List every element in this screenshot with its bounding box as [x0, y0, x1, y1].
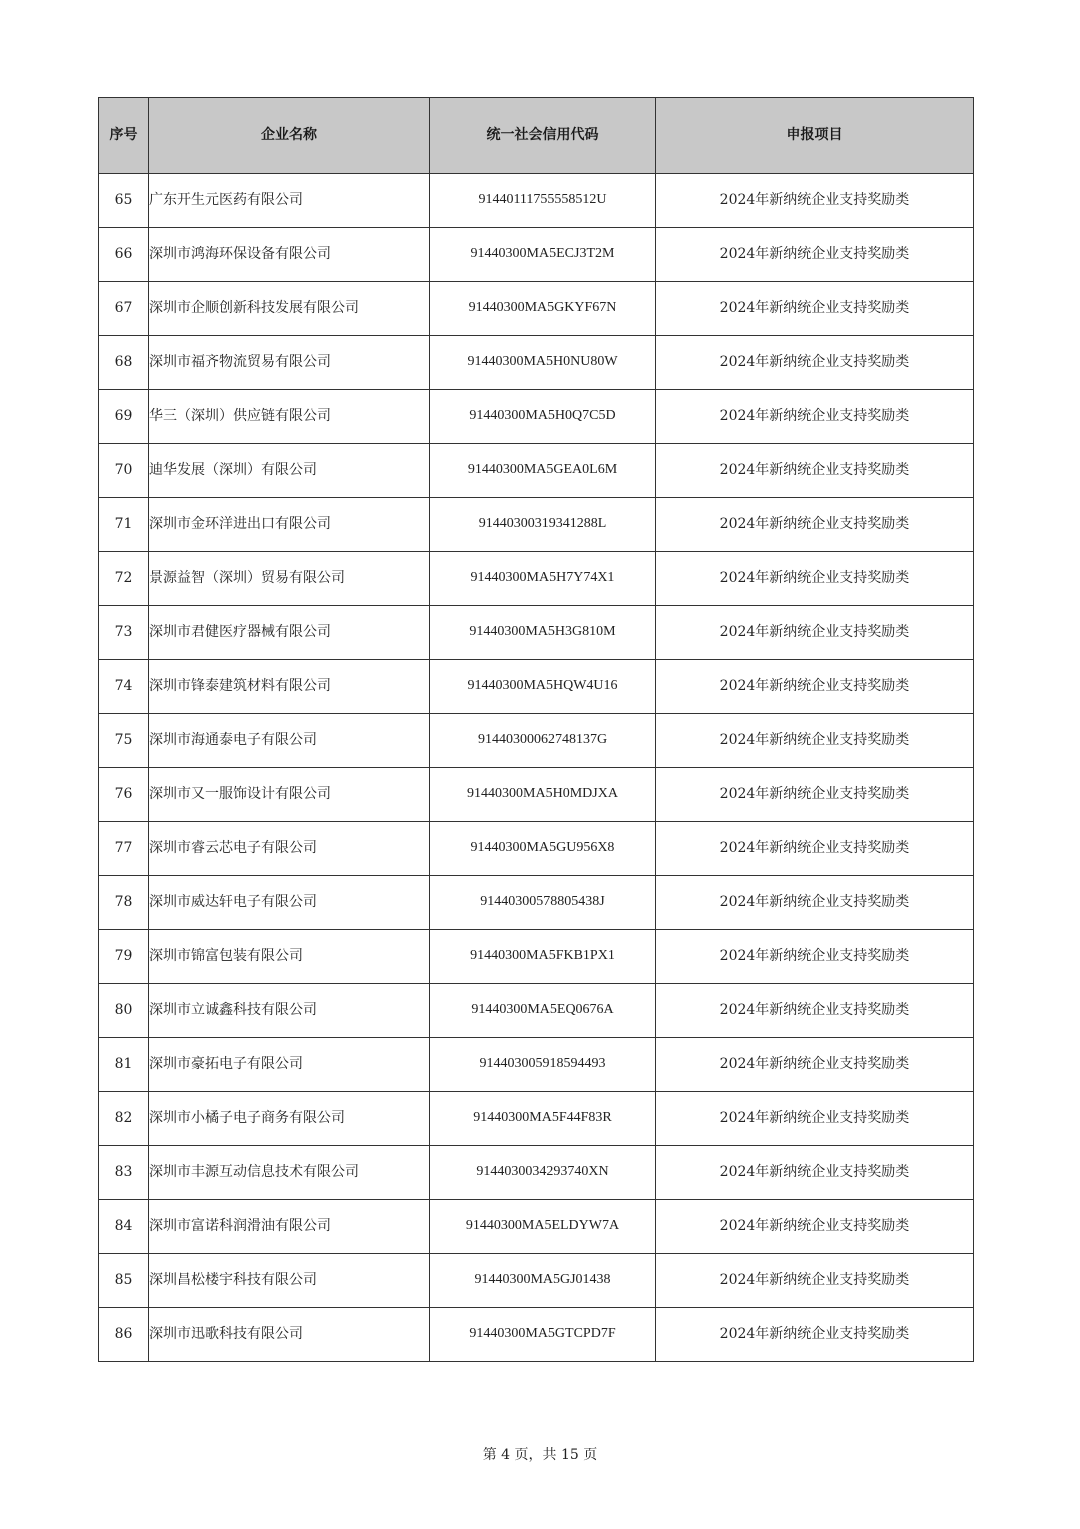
cell-company-name: 广东开生元医药有限公司	[149, 174, 430, 228]
cell-seq: 66	[99, 228, 149, 282]
table-row	[99, 390, 974, 444]
cell-application-item: 2024年新纳统企业支持奖励类	[656, 660, 974, 714]
cell-credit-code: 91440300MA5H0MDJXA	[430, 768, 656, 822]
cell-company-name: 深圳市锋泰建筑材料有限公司	[149, 660, 430, 714]
cell-company-name: 深圳市丰源互动信息技术有限公司	[149, 1146, 430, 1200]
cell-credit-code: 91440300MA5H7Y74X1	[430, 552, 656, 606]
cell-seq: 67	[99, 282, 149, 336]
table-row	[99, 984, 974, 1038]
table-row	[99, 1146, 974, 1200]
cell-application-item: 2024年新纳统企业支持奖励类	[656, 1254, 974, 1308]
cell-application-item: 2024年新纳统企业支持奖励类	[656, 1092, 974, 1146]
cell-company-name: 景源益智（深圳）贸易有限公司	[149, 552, 430, 606]
cell-company-name: 深圳市福齐物流贸易有限公司	[149, 336, 430, 390]
cell-credit-code: 91440300MA5H3G810M	[430, 606, 656, 660]
cell-credit-code: 91440300MA5H0NU80W	[430, 336, 656, 390]
cell-company-name: 深圳市睿云芯电子有限公司	[149, 822, 430, 876]
cell-seq: 68	[99, 336, 149, 390]
cell-credit-code: 91440300MA5GKYF67N	[430, 282, 656, 336]
table-row	[99, 876, 974, 930]
cell-company-name: 深圳市立诚鑫科技有限公司	[149, 984, 430, 1038]
cell-credit-code: 91440300319341288L	[430, 498, 656, 552]
table-header-row	[99, 98, 974, 174]
table-row	[99, 822, 974, 876]
table-row	[99, 336, 974, 390]
cell-seq: 72	[99, 552, 149, 606]
cell-application-item: 2024年新纳统企业支持奖励类	[656, 282, 974, 336]
cell-seq: 85	[99, 1254, 149, 1308]
table-row	[99, 768, 974, 822]
header-seq: 序号	[99, 98, 149, 174]
cell-credit-code: 91440300062748137G	[430, 714, 656, 768]
cell-company-name: 华三（深圳）供应链有限公司	[149, 390, 430, 444]
cell-application-item: 2024年新纳统企业支持奖励类	[656, 498, 974, 552]
cell-credit-code: 91440300MA5ELDYW7A	[430, 1200, 656, 1254]
cell-application-item: 2024年新纳统企业支持奖励类	[656, 1038, 974, 1092]
cell-application-item: 2024年新纳统企业支持奖励类	[656, 228, 974, 282]
cell-application-item: 2024年新纳统企业支持奖励类	[656, 930, 974, 984]
table-row	[99, 282, 974, 336]
page-number: 第 4 页，共 15 页	[482, 1447, 598, 1463]
cell-credit-code: 91440300MA5HQW4U16	[430, 660, 656, 714]
cell-application-item: 2024年新纳统企业支持奖励类	[656, 1200, 974, 1254]
header-code: 统一社会信用代码	[430, 98, 656, 174]
cell-company-name: 深圳市金环洋进出口有限公司	[149, 498, 430, 552]
table-row	[99, 930, 974, 984]
table-row	[99, 228, 974, 282]
cell-seq: 82	[99, 1092, 149, 1146]
cell-seq: 81	[99, 1038, 149, 1092]
cell-application-item: 2024年新纳统企业支持奖励类	[656, 768, 974, 822]
cell-seq: 78	[99, 876, 149, 930]
cell-seq: 75	[99, 714, 149, 768]
cell-application-item: 2024年新纳统企业支持奖励类	[656, 1146, 974, 1200]
table-row	[99, 174, 974, 228]
cell-application-item: 2024年新纳统企业支持奖励类	[656, 822, 974, 876]
cell-credit-code: 91440300MA5GU956X8	[430, 822, 656, 876]
table-row	[99, 714, 974, 768]
cell-seq: 80	[99, 984, 149, 1038]
cell-credit-code: 91440300578805438J	[430, 876, 656, 930]
cell-company-name: 深圳市富诺科润滑油有限公司	[149, 1200, 430, 1254]
cell-credit-code: 9144030034293740XN	[430, 1146, 656, 1200]
cell-application-item: 2024年新纳统企业支持奖励类	[656, 714, 974, 768]
cell-seq: 76	[99, 768, 149, 822]
cell-application-item: 2024年新纳统企业支持奖励类	[656, 1308, 974, 1362]
cell-application-item: 2024年新纳统企业支持奖励类	[656, 390, 974, 444]
table-row	[99, 1200, 974, 1254]
table-row	[99, 660, 974, 714]
cell-credit-code: 91440300MA5GEA0L6M	[430, 444, 656, 498]
cell-application-item: 2024年新纳统企业支持奖励类	[656, 174, 974, 228]
cell-company-name: 深圳市又一服饰设计有限公司	[149, 768, 430, 822]
cell-seq: 84	[99, 1200, 149, 1254]
table-row	[99, 606, 974, 660]
table-row	[99, 1092, 974, 1146]
cell-company-name: 迪华发展（深圳）有限公司	[149, 444, 430, 498]
table-row	[99, 444, 974, 498]
cell-company-name: 深圳市小橘子电子商务有限公司	[149, 1092, 430, 1146]
table-row	[99, 1254, 974, 1308]
cell-seq: 86	[99, 1308, 149, 1362]
cell-credit-code: 91440300MA5GJ01438	[430, 1254, 656, 1308]
cell-seq: 79	[99, 930, 149, 984]
cell-credit-code: 914403005918594493	[430, 1038, 656, 1092]
cell-seq: 77	[99, 822, 149, 876]
table-row	[99, 552, 974, 606]
cell-company-name: 深圳市海通泰电子有限公司	[149, 714, 430, 768]
cell-seq: 83	[99, 1146, 149, 1200]
cell-company-name: 深圳市企顺创新科技发展有限公司	[149, 282, 430, 336]
cell-application-item: 2024年新纳统企业支持奖励类	[656, 444, 974, 498]
cell-application-item: 2024年新纳统企业支持奖励类	[656, 336, 974, 390]
cell-application-item: 2024年新纳统企业支持奖励类	[656, 606, 974, 660]
table-row	[99, 1308, 974, 1362]
cell-company-name: 深圳市迅歌科技有限公司	[149, 1308, 430, 1362]
cell-seq: 73	[99, 606, 149, 660]
cell-credit-code: 91440300MA5H0Q7C5D	[430, 390, 656, 444]
cell-credit-code: 91440300MA5EQ0676A	[430, 984, 656, 1038]
table-body	[99, 174, 974, 1362]
cell-application-item: 2024年新纳统企业支持奖励类	[656, 876, 974, 930]
header-item: 申报项目	[656, 98, 974, 174]
cell-application-item: 2024年新纳统企业支持奖励类	[656, 552, 974, 606]
cell-company-name: 深圳市鸿海环保设备有限公司	[149, 228, 430, 282]
cell-credit-code: 91440300MA5GTCPD7F	[430, 1308, 656, 1362]
cell-seq: 65	[99, 174, 149, 228]
cell-company-name: 深圳市君健医疗器械有限公司	[149, 606, 430, 660]
cell-credit-code: 91440300MA5F44F83R	[430, 1092, 656, 1146]
enterprise-table	[98, 97, 974, 1362]
cell-company-name: 深圳市豪拓电子有限公司	[149, 1038, 430, 1092]
cell-credit-code: 91440300MA5FKB1PX1	[430, 930, 656, 984]
cell-seq: 71	[99, 498, 149, 552]
header-name: 企业名称	[149, 98, 430, 174]
table-row	[99, 498, 974, 552]
cell-seq: 69	[99, 390, 149, 444]
cell-seq: 74	[99, 660, 149, 714]
cell-seq: 70	[99, 444, 149, 498]
cell-company-name: 深圳市威达轩电子有限公司	[149, 876, 430, 930]
cell-company-name: 深圳昌松楼宇科技有限公司	[149, 1254, 430, 1308]
cell-credit-code: 91440300MA5ECJ3T2M	[430, 228, 656, 282]
cell-credit-code: 91440111755558512U	[430, 174, 656, 228]
cell-application-item: 2024年新纳统企业支持奖励类	[656, 984, 974, 1038]
cell-company-name: 深圳市锦富包装有限公司	[149, 930, 430, 984]
table-row	[99, 1038, 974, 1092]
